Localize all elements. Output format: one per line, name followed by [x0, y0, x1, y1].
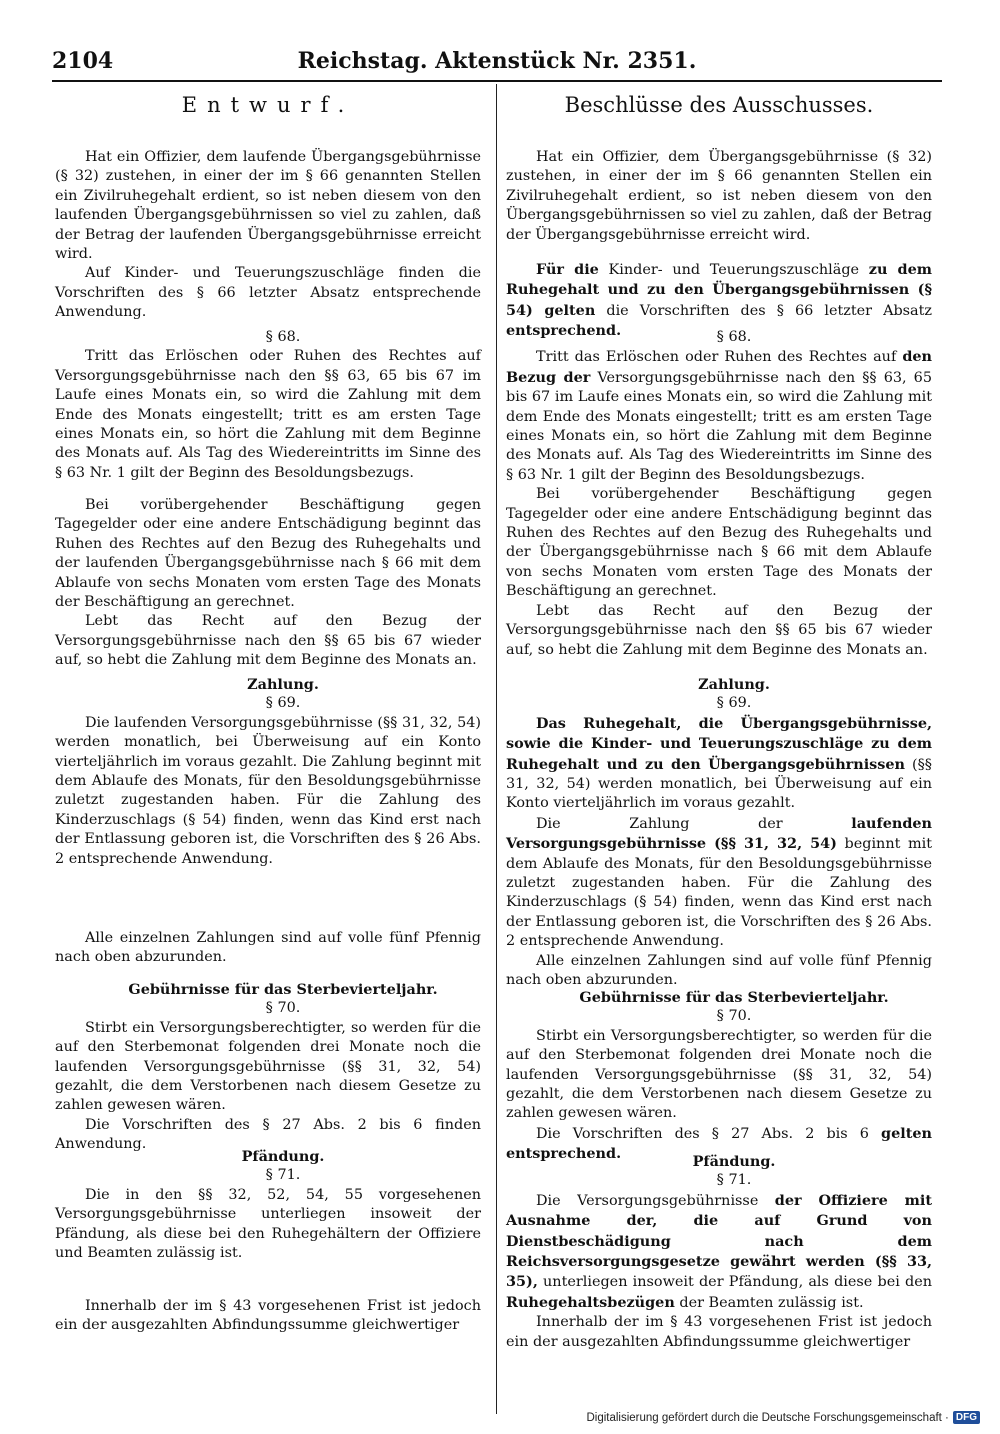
right-column: [506, 92, 933, 1350]
section-sign: § 68.: [265, 329, 301, 345]
left-paragraph: Innerhalb der im § 43 vorgesehenen Frist ist jedoch ein der ausgezahlten Abfindungssumme gleichwertiger: [55, 1298, 481, 1334]
text-run: Kinder- und Teuerungszuschläge: [598, 262, 869, 278]
section-title: Pfändung.: [692, 1153, 776, 1170]
text-run: beginnt mit dem Ablaufe des Monats, für den Besoldungsgebührnisse zuletzt zugestanden haben. Für die Zahlung des Kinderzuschlags (§ 54) finden, wenn das Kind erst nach der Entlassung geboren ist, die Vorschriften des § 26 Abs. 2 entsprechende Anwendung.: [506, 836, 932, 950]
text-run: unterliegen insoweit der Pfändung, als diese bei den: [537, 1274, 932, 1291]
amended-text: zu dem Ruhegehalt und zu den Übergangsgebührnissen (§ 54) gelten: [506, 261, 933, 319]
amended-text: laufenden Versorgungsgebührnisse (§§ 31, 32, 54): [506, 814, 932, 853]
left-column-heading: Entwurf.: [181, 93, 355, 117]
text-run: (§§ 31, 32, 54) werden monatlich, bei Überweisung auf ein Konto vierteljährlich im voraus gezahlt.: [506, 756, 932, 812]
right-paragraph: Stirbt ein Versorgungsberechtigter, so werden für die auf den Sterbemonat folgenden drei Monate noch die laufenden Versorgungsgebührnisse (§§ 31, 32, 54) gezahlt, die dem Verstorbenen nach diesem Gesetze zu zahlen gewesen wären.: [506, 1027, 932, 1122]
section-sign: § 71.: [716, 1172, 752, 1189]
right-section-70: [506, 988, 932, 1165]
right-paragraph: Alle einzelnen Zahlungen sind auf volle fünf Pfennig nach oben abzurunden.: [506, 952, 932, 989]
right-paragraph: Innerhalb der im § 43 vorgesehenen Frist ist jedoch ein der ausgezahlten Abfindungssumme gleichwertiger: [506, 1314, 932, 1350]
amended-text: Für die: [536, 261, 599, 278]
left-paragraph: Tritt das Erlöschen oder Ruhen des Rechtes auf Versorgungsgebührnisse nach den §§ 63, 65 bis 67 im Laufe eines Monats ein, so wird die Zahlung mit dem Ende des Monats eingestellt; tritt es am ersten Tage eines Monats ein, so hört die Zahlung mit dem Beginne des Monats auf. Als Tag des Wiedereintritts im Sinne des § 63 Nr. 1 gilt der Beginn des Besoldungsbezugs.: [55, 348, 481, 481]
header-title: Reichstag. Aktenstück Nr. 2351.: [297, 48, 697, 74]
left-paragraph: Die laufenden Versorgungsgebührnisse (§§ 31, 32, 54) werden monatlich, bei Überweisung auf ein Konto vierteljährlich im voraus gezahlt. Die Zahlung beginnt mit dem Ablaufe des Monats, für den Besoldungsgebührnisse zuletzt zugestanden haben. Für die Zahlung des Kinderzuschlags (§ 54) finden, wenn das Kind erst nach der Entlassung geboren ist, die Vorschriften des § 26 Abs. 2 entsprechende Anwendung.: [55, 714, 481, 867]
right-intro: [506, 148, 932, 245]
page-number: 2104: [52, 48, 114, 74]
amended-text: Das Ruhegehalt, die Übergangsgebührnisse, sowie die Kinder- und Teuerungszuschläge zu dem Ruhegehalt und zu den Übergangsgebührnissen: [506, 714, 932, 773]
right-column-heading: Beschlüsse des Ausschusses.: [564, 93, 874, 117]
footer-credit: [586, 1411, 980, 1424]
right-paragraph: Bei vorübergehender Beschäftigung gegen Tagegelder oder eine andere Entschädigung beginnt das Ruhen des Rechtes auf den Bezug des Ruhegehalts und der Übergangsgebührnisse nach § 66 mit dem Ablaufe von sechs Monaten vom ersten Tage des Monats der Beschäftigung an gerechnet.: [506, 486, 932, 600]
section-title: Zahlung.: [698, 676, 770, 693]
right-paragraph: [506, 1191, 932, 1313]
right-paragraph: [506, 814, 932, 952]
section-title: Zahlung.: [247, 676, 319, 693]
left-paragraph: Auf Kinder- und Teuerungszuschläge finden die Vorschriften des § 66 letzter Absatz entsprechende Anwendung.: [55, 265, 481, 321]
text-run: Tritt das Erlöschen oder Ruhen des Rechtes auf: [536, 349, 903, 366]
section-title: Gebührnisse für das Sterbevierteljahr.: [128, 981, 438, 998]
left-section-69: [55, 675, 481, 869]
left-paragraph: Die Vorschriften des § 27 Abs. 2 bis 6 finden Anwendung.: [55, 1116, 481, 1153]
left-final: [55, 1297, 481, 1336]
left-rounding: [55, 929, 481, 968]
section-sign: § 71.: [265, 1167, 301, 1184]
section-sign: § 69.: [716, 695, 752, 712]
amended-text: der Offiziere mit Ausnahme der, die auf Grund von Dienstbeschädigung nach dem Reichsversorgungsgesetze gewährt werden (§§ 33, 35),: [506, 1191, 932, 1291]
amended-text: entsprechend.: [506, 322, 622, 340]
right-paragraph: Hat ein Offizier, dem Übergangsgebührnisse (§ 32) zustehen, in einer der im § 66 genannten Stellen ein Zivilruhegehalt erdient, so ist neben diesem von den Übergangsgebührnissen so viel zu zahlen, daß der Betrag der Übergangsgebührnisse erreicht wird.: [506, 149, 932, 243]
right-section-68: [506, 328, 932, 660]
footer-text: Digitalisierung gefördert durch die Deutsche Forschungsgemeinschaft ·: [586, 1411, 949, 1424]
left-section-71: [55, 1147, 481, 1263]
amended-text: den Bezug der: [506, 348, 932, 386]
section-sign: § 70.: [265, 1000, 301, 1017]
header-rule: [52, 80, 942, 82]
right-paragraph: Lebt das Recht auf den Bezug der Versorgungsgebührnisse nach den §§ 65 bis 67 wieder auf, so hebt die Zahlung mit dem Beginne des Monats an.: [506, 602, 932, 658]
text-run: die Vorschriften des § 66 letzter Absatz: [595, 302, 932, 319]
text-run: Versorgungsgebührnisse nach den §§ 63, 65 bis 67 im Laufe eines Monats ein, so wird die Zahlung mit dem Ende des Monats eingestellt; tritt es am ersten Tage eines Monats ein, so hört die Zahlung mit dem Beginne des Monats auf. Als Tag des Wiedereintritts im Sinne des § 63 Nr. 1 gilt der Beginn des Besoldungsbezugs.: [506, 369, 932, 483]
text-run: der Beamten zulässig ist.: [674, 1294, 864, 1311]
text-run: Die Vorschriften des § 27 Abs. 2 bis 6: [536, 1125, 882, 1142]
column-divider: [496, 84, 497, 1414]
left-column: [55, 92, 481, 1334]
text-run: Die Versorgungsgebührnisse: [536, 1192, 775, 1209]
amended-text: gelten entsprechend.: [506, 1124, 932, 1163]
right-paragraph: [506, 347, 932, 485]
left-paragraph: Alle einzelnen Zahlungen sind auf volle fünf Pfennig nach oben abzurunden.: [55, 930, 481, 966]
left-section-68-cont: [55, 496, 481, 671]
left-intro: [55, 148, 481, 323]
left-section-68: [55, 328, 481, 483]
right-paragraph: [506, 714, 932, 814]
section-title: Gebührnisse für das Sterbevierteljahr.: [579, 989, 889, 1006]
left-paragraph: Die in den §§ 32, 52, 54, 55 vorgesehenen Versorgungsgebührnisse unterliegen insoweit der Pfändung, als diese bei den Ruhegehältern der Offiziere und Beamten zulässig ist.: [55, 1186, 481, 1262]
left-paragraph: Bei vorübergehender Beschäftigung gegen Tagegelder oder eine andere Entschädigung beginnt das Ruhen des Rechtes auf den Bezug des Ruhegehalts und der laufenden Übergangsgebührnisse nach § 66 mit dem Ablaufe von sechs Monaten vom ersten Tage des Monats der Beschäftigung an gerechnet.: [55, 497, 481, 611]
left-paragraph: Hat ein Offizier, dem laufende Übergangsgebührnisse (§ 32) zustehen, in einer der im § 66 genannten Stellen ein Zivilruhegehalt erdient, so ist neben diesem von den laufenden Übergangsgebührnissen so viel zu zahlen, daß der Betrag der laufenden Übergangsgebührnisse erreicht wird.: [55, 149, 481, 263]
left-section-70: [55, 980, 481, 1155]
left-paragraph: Stirbt ein Versorgungsberechtigter, so werden für die auf den Sterbemonat folgenden drei Monate noch die laufenden Versorgungsgebührnisse (§§ 31, 32, 54) gezahlt, die dem Verstorbenen nach diesem Gesetze zu zahlen gewesen wären.: [55, 1019, 481, 1114]
amended-text: Ruhegehaltsbezügen: [506, 1293, 675, 1311]
dfg-logo: DFG: [953, 1411, 980, 1424]
section-sign: § 68.: [716, 329, 752, 345]
text-run: Die Zahlung der: [536, 815, 852, 832]
left-paragraph: Lebt das Recht auf den Bezug der Versorgungsgebührnisse nach den §§ 65 bis 67 wieder auf, so hebt die Zahlung mit dem Beginne des Monats an.: [55, 613, 481, 669]
right-section-69: [506, 675, 932, 991]
section-sign: § 69.: [265, 695, 301, 712]
page-header: [52, 44, 942, 78]
section-title: Pfändung.: [241, 1148, 325, 1165]
section-sign: § 70.: [716, 1008, 752, 1025]
right-section-71: [506, 1152, 932, 1352]
